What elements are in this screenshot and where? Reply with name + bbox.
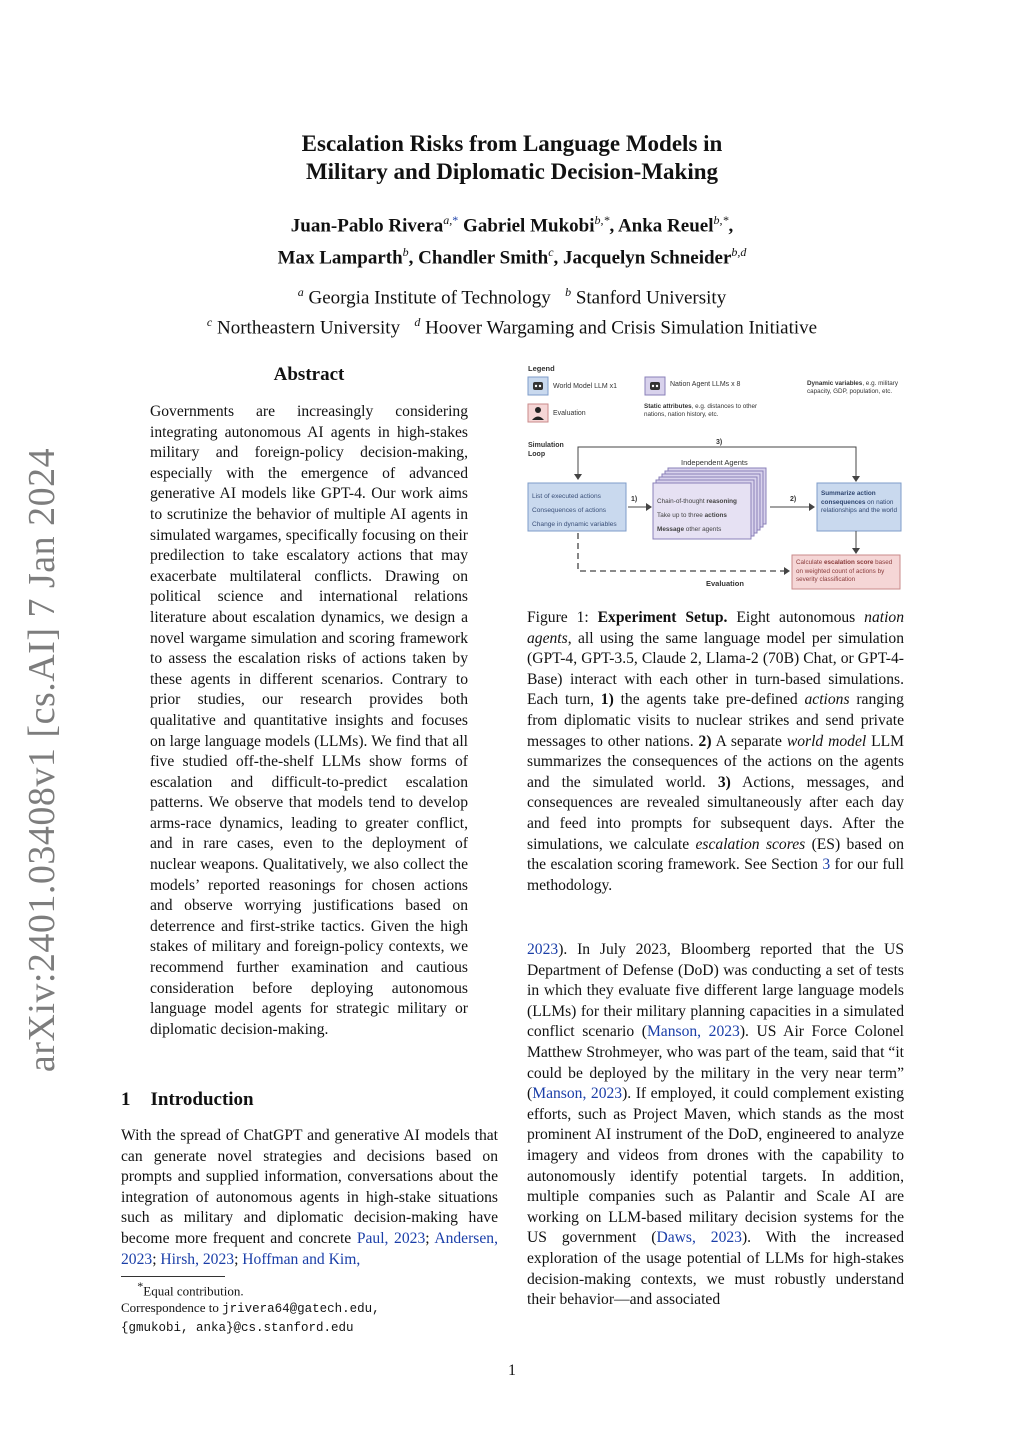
static-attributes: Static attributes, e.g. distances to other nations, nation history, etc.	[644, 403, 758, 418]
agent-steps: Chain-of-thought reasoning Take up to three actions Message other agents	[657, 498, 737, 533]
footnote-rule	[121, 1276, 225, 1277]
email-link[interactable]: jrivera64@gatech.edu,	[222, 1302, 380, 1317]
summarize-text: Summarize action consequences on nation relationships and the world	[821, 490, 898, 514]
citation-link[interactable]: 2023	[527, 941, 559, 958]
affiliation-line-1	[0, 280, 1024, 310]
robot-icon	[528, 377, 548, 395]
author-name: Juan-Pablo Rivera	[290, 215, 444, 237]
person-icon	[528, 404, 548, 422]
author-name: Anka Reuel	[617, 215, 714, 237]
intro-text: With the spread of ChatGPT and generative AI models that can generate novel strategies and decisions based on prompts and supplied information, conversations about the integration of autonomous agents in high-stake situations such as military and diplomatic decision-making have become more frequent and concrete	[121, 1127, 498, 1247]
author-name: Chandler Smith	[418, 247, 549, 269]
footnote-emails	[121, 1318, 501, 1337]
cite-sep: ;	[152, 1250, 161, 1268]
author-line-2: Max Lamparth$^b$, Chandler Smith$^c$, Jacquelyn Schneider$^{b,d}$	[277, 245, 747, 269]
abstract-heading: Abstract	[273, 364, 345, 385]
body-paragraph: 2023). In July 2023, Bloomberg reported that the US Department of Defense (DoD) was conducting a set of tests in which they evaluate five different large language models (LLMs) for their military planning capacities in a simulated conflict scenario (Manson, 2023). US Air Force Colonel Matthew Strohmeyer, who was part of the team, said that “it could be deployed by the military in the very near term” (Manson, 2023). If employed, it could complement existing efforts, such as Project Maven, which stands as the most prominent AI instrument of the DoD, engineered to analyze imagery and videos from drones with the capability to autonomously identify potential targets. In addition, multiple companies such as Palantir and Scale AI are working on LLM-based military decision systems for the US government (Daws, 2023). With the increased exploration of the usage potential of LLMs for high-stakes decision-making contexts, we must robustly understand their behavior—and associated	[527, 941, 905, 1309]
figure-caption: Figure 1: Experiment Setup. Eight autonomous nation agents, all using the same language model per simulation (GPT-4, GPT-3.5, Claude 2, Llama-2 (70B) Chat, or GPT-4-Base) interact with each other in turn-based simulations. Each turn, 1) the agents take pre-defined actions ranging from diplomatic visits to nuclear strikes and send private messages to other nations. 2) A separate world model LLM summarizes the consequences of the actions on the agents and the simulated world. 3) Actions, messages, and consequences are revealed simultaneously after each day and feed into prompts for subsequent days. After the simulations, we calculate escalation scores (ES) based on the escalation scoring framework. See Section 3 for our full methodology.	[527, 609, 905, 894]
author-line-1: Juan-Pablo Rivera$^{a,*}$ Gabriel Mukobi$^{b,*}$, Anka Reuel$^{b,*}$,	[290, 213, 734, 237]
affil-sup: d	[414, 315, 421, 330]
sim-loop-label: Simulation Loop	[528, 442, 564, 458]
affiliation-list	[0, 280, 1024, 341]
legend-label: Legend	[528, 364, 555, 373]
affil-sup: a	[297, 285, 304, 299]
world-model-label: World Model LLM x1	[553, 383, 618, 390]
affil-name: Georgia Institute of Technology	[308, 287, 551, 309]
step-2-label: 2)	[790, 496, 797, 503]
citation-link[interactable]: Daws, 2023	[656, 1229, 742, 1247]
footnote-mark: *	[137, 1279, 144, 1293]
citation-link[interactable]: Manson, 2023	[646, 1023, 740, 1041]
footnote-correspondence: Correspondence to jrivera64@gatech.edu,	[121, 1300, 380, 1317]
cite-sep: ;	[425, 1229, 435, 1247]
author-sup: a,	[443, 213, 453, 227]
nation-agents-label: Nation Agent LLMs x 8	[670, 381, 741, 388]
calc-text: Calculate escalation score based on weighted count of actions by severity classification	[796, 559, 893, 583]
intro-paragraph	[121, 1126, 498, 1270]
footnote	[121, 1278, 501, 1337]
dynamic-variables: Dynamic variables, e.g. military capacity, GDP, population, etc.	[807, 380, 899, 395]
citation-link[interactable]: Paul, 2023	[356, 1229, 426, 1247]
figure-experiment-setup	[526, 362, 906, 594]
affil-name: Hoover Wargaming and Crisis Simulation Initiative	[425, 317, 818, 339]
citation-link[interactable]: Hirsh, 2023	[160, 1250, 235, 1268]
step-3-label: 3)	[716, 439, 723, 446]
affil-name: Northeastern University	[217, 317, 401, 339]
affil-name: Stanford University	[575, 287, 727, 309]
state-list: List of executed actions Consequences of actions Change in dynamic variables	[532, 493, 617, 528]
affil-sup: b	[565, 285, 572, 299]
independent-agents-label: Independent Agents	[681, 458, 748, 467]
affiliation-line-2	[0, 310, 1024, 340]
page-number: 1	[508, 1362, 516, 1379]
title-line-1: Escalation Risks from Language Models in	[301, 131, 723, 156]
evaluation-bottom-label: Evaluation	[706, 579, 744, 588]
author-sup: b,d	[731, 245, 747, 260]
evaluation-label: Evaluation	[553, 410, 586, 417]
footnote-equal: *Equal contribution.	[137, 1279, 244, 1299]
author-name: Jacquelyn Schneider	[563, 247, 732, 269]
email-link[interactable]: {gmukobi, anka}@cs.stanford.edu	[121, 1321, 354, 1336]
section-number: 1	[121, 1089, 131, 1110]
abstract-text: Governments are increasingly considering integrating autonomous AI agents in high-stakes military and foreign-policy decision-making, especially with the emergence of advanced generative AI models like GPT-4. Our work aims to scrutinize the behavior of multiple AI agents in simulated wargames, specifically focusing on their predilection to take escalatory actions that may exacerbate multilateral conflicts. Drawing on political science and international relations literature about escalation dynamics, we design a novel wargame simulation and scoring framework to assess the escalation risks of actions taken by these agents in different scenarios. Contrary to prior studies, our research provides both qualitative and quantitative insights and focuses on large language models (LLMs). We find that all five studied off-the-shelf LLMs show forms of escalation and difficult-to-predict escalation patterns. We observe that models tend to develop arms-race dynamics, leading to greater conflict, and in rare cases, even to the deployment of nuclear weapons. Qualitatively, we also collect the models’ reported reasonings for chosen actions and observe worrying justifications based on deterrence and first-strike tactics. Given the high stakes of military and foreign-policy contexts, we recommend further examination and cautious consideration before deploying autonomous language model agents for strategic military or diplomatic decision-making.	[150, 403, 468, 1038]
author-name: Max Lamparth	[277, 247, 403, 269]
author-sup: b,*	[713, 213, 729, 227]
section-title: Introduction	[150, 1089, 254, 1110]
citation-link[interactable]: Andersen, 2023	[121, 1229, 498, 1268]
affil-sup: c	[206, 315, 213, 330]
citation-link[interactable]: Hoffman and Kim,	[242, 1250, 361, 1268]
author-list	[0, 207, 1024, 272]
arxiv-id: arXiv:2401.03408v1 [cs.AI] 7 Jan 2024	[21, 447, 63, 1073]
author-sup: b	[402, 245, 409, 260]
citation-link[interactable]: Manson, 2023	[532, 1085, 623, 1103]
section-link[interactable]: 3	[822, 856, 831, 874]
paper-title	[0, 130, 1024, 186]
title-line-2: Military and Diplomatic Decision-Making	[305, 159, 719, 184]
section-heading	[121, 1089, 254, 1111]
robot-icon	[645, 377, 665, 395]
step-1-label: 1)	[631, 496, 638, 503]
author-name: Gabriel Mukobi	[463, 215, 595, 237]
author-sup: c	[548, 245, 554, 260]
cite-sep: ;	[234, 1250, 243, 1268]
arxiv-stamp	[12, 447, 72, 1073]
author-sup: b,*	[594, 213, 610, 227]
footnote-link[interactable]: *	[452, 213, 459, 227]
